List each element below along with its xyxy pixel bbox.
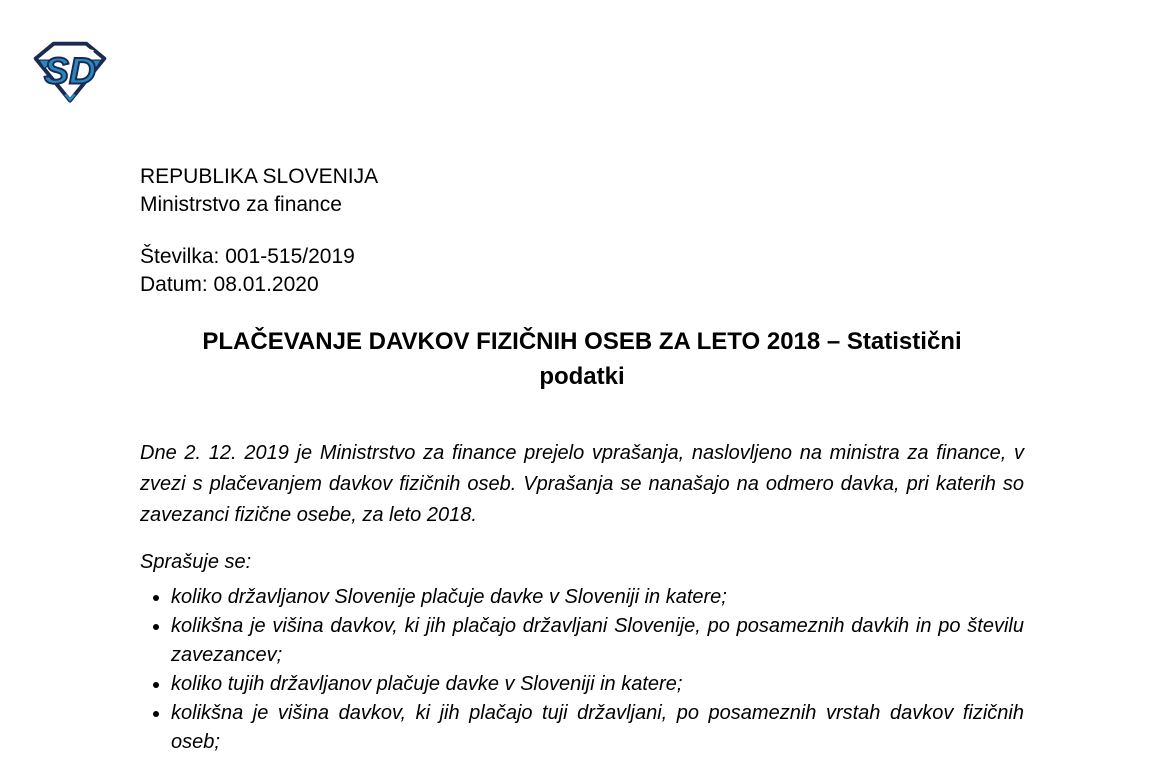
svg-text:SD: SD (44, 49, 96, 92)
question-item: • koliko tujih državljanov plačuje davke v Sloveniji in katere; (171, 670, 1024, 699)
document-date-line (140, 271, 1024, 299)
document-number-label: Številka: (140, 245, 220, 268)
document-title-line1: PLAČEVANJE DAVKOV FIZIČNIH OSEB ZA LETO 2018 – Statistični (202, 328, 962, 355)
questions-list (140, 583, 1024, 757)
document-number-value: 001-515/2019 (225, 245, 355, 268)
issuer-ministry: Ministrstvo za finance (140, 193, 342, 216)
question-item: • kolikšna je višina davkov, ki jih plačajo tuji državljani, po posameznih vrstah davkov fizičnih oseb; (171, 699, 1024, 757)
document-title (140, 324, 1024, 394)
document-content (140, 163, 1024, 757)
document-date-label: Datum: (140, 273, 208, 296)
question-item: • kolikšna je višina davkov, ki jih plačajo državljani Slovenije, po posameznih davkih in po številu zavezancev; (171, 612, 1024, 670)
sd-diamond-logo-icon (31, 38, 109, 104)
intro-paragraph: Dne 2. 12. 2019 je Ministrstvo za finance prejelo vprašanja, naslovljeno na ministra za finance, v zvezi s plačevanjem davkov fizičnih oseb. Vprašanja se nanašajo na odmero davka, pri katerih so zavezanci fizične osebe, za leto 2018. (140, 442, 1024, 526)
document-number-line (140, 243, 1024, 271)
questions-intro: Sprašuje se: (140, 551, 252, 573)
document-title-line2: podatki (539, 363, 625, 390)
question-item: • koliko državljanov Slovenije plačuje davke v Sloveniji in katere; (171, 583, 1024, 612)
issuer-country: REPUBLIKA SLOVENIJA (140, 165, 379, 188)
document-date-value: 08.01.2020 (213, 273, 319, 296)
